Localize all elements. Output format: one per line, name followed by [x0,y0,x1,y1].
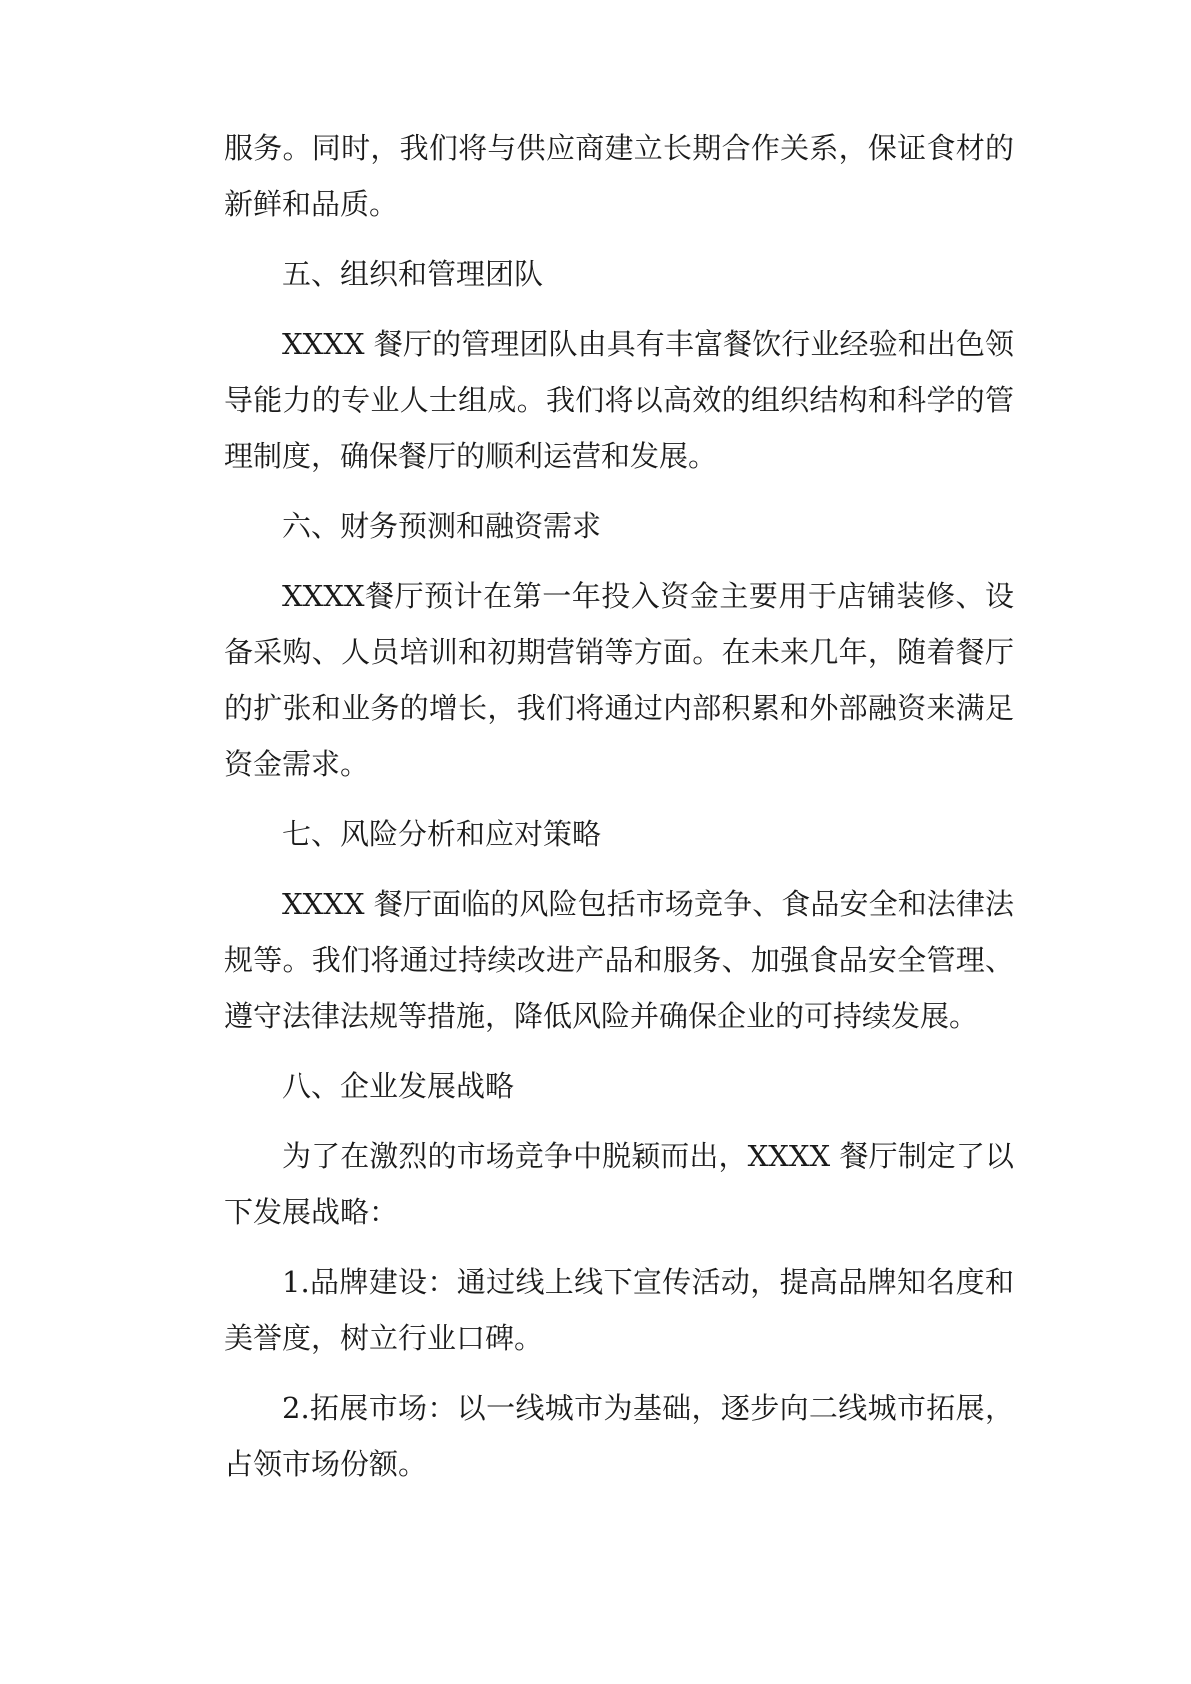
body-paragraph-risk-analysis: XXXX 餐厅面临的风险包括市场竞争、食品安全和法律法规等。我们将通过持续改进产品和服务、加强食品安全管理、遵守法律法规等措施，降低风险并确保企业的可持续发展。 [224,887,1014,1033]
body-paragraph-continuation: 服务。同时，我们将与供应商建立长期合作关系，保证食材的新鲜和品质。 [224,131,1014,221]
body-paragraph-management-team: XXXX 餐厅的管理团队由具有丰富餐饮行业经验和出色领导能力的专业人士组成。我们将以高效的组织结构和科学的管理制度，确保餐厅的顺利运营和发展。 [224,327,1014,473]
body-paragraph-strategy-intro: 为了在激烈的市场竞争中脱颖而出，XXXX 餐厅制定了以下发展战略： [224,1139,1014,1229]
document-page [224,120,1014,1506]
section-heading-risk-analysis: 七、风险分析和应对策略 [282,817,602,851]
body-paragraph-financial-forecast: XXXX餐厅预计在第一年投入资金主要用于店铺装修、设备采购、人员培训和初期营销等方面。在未来几年，随着餐厅的扩张和业务的增长，我们将通过内部积累和外部融资来满足资金需求。 [224,579,1014,781]
section-heading-development-strategy: 八、企业发展战略 [282,1069,515,1103]
list-item-brand-building: 1.品牌建设：通过线上线下宣传活动，提高品牌知名度和美誉度，树立行业口碑。 [224,1265,1014,1355]
section-heading-organization-team: 五、组织和管理团队 [282,257,544,291]
list-item-market-expansion: 2.拓展市场：以一线城市为基础，逐步向二线城市拓展，占领市场份额。 [224,1391,1014,1481]
section-heading-financial-forecast: 六、财务预测和融资需求 [282,509,602,543]
